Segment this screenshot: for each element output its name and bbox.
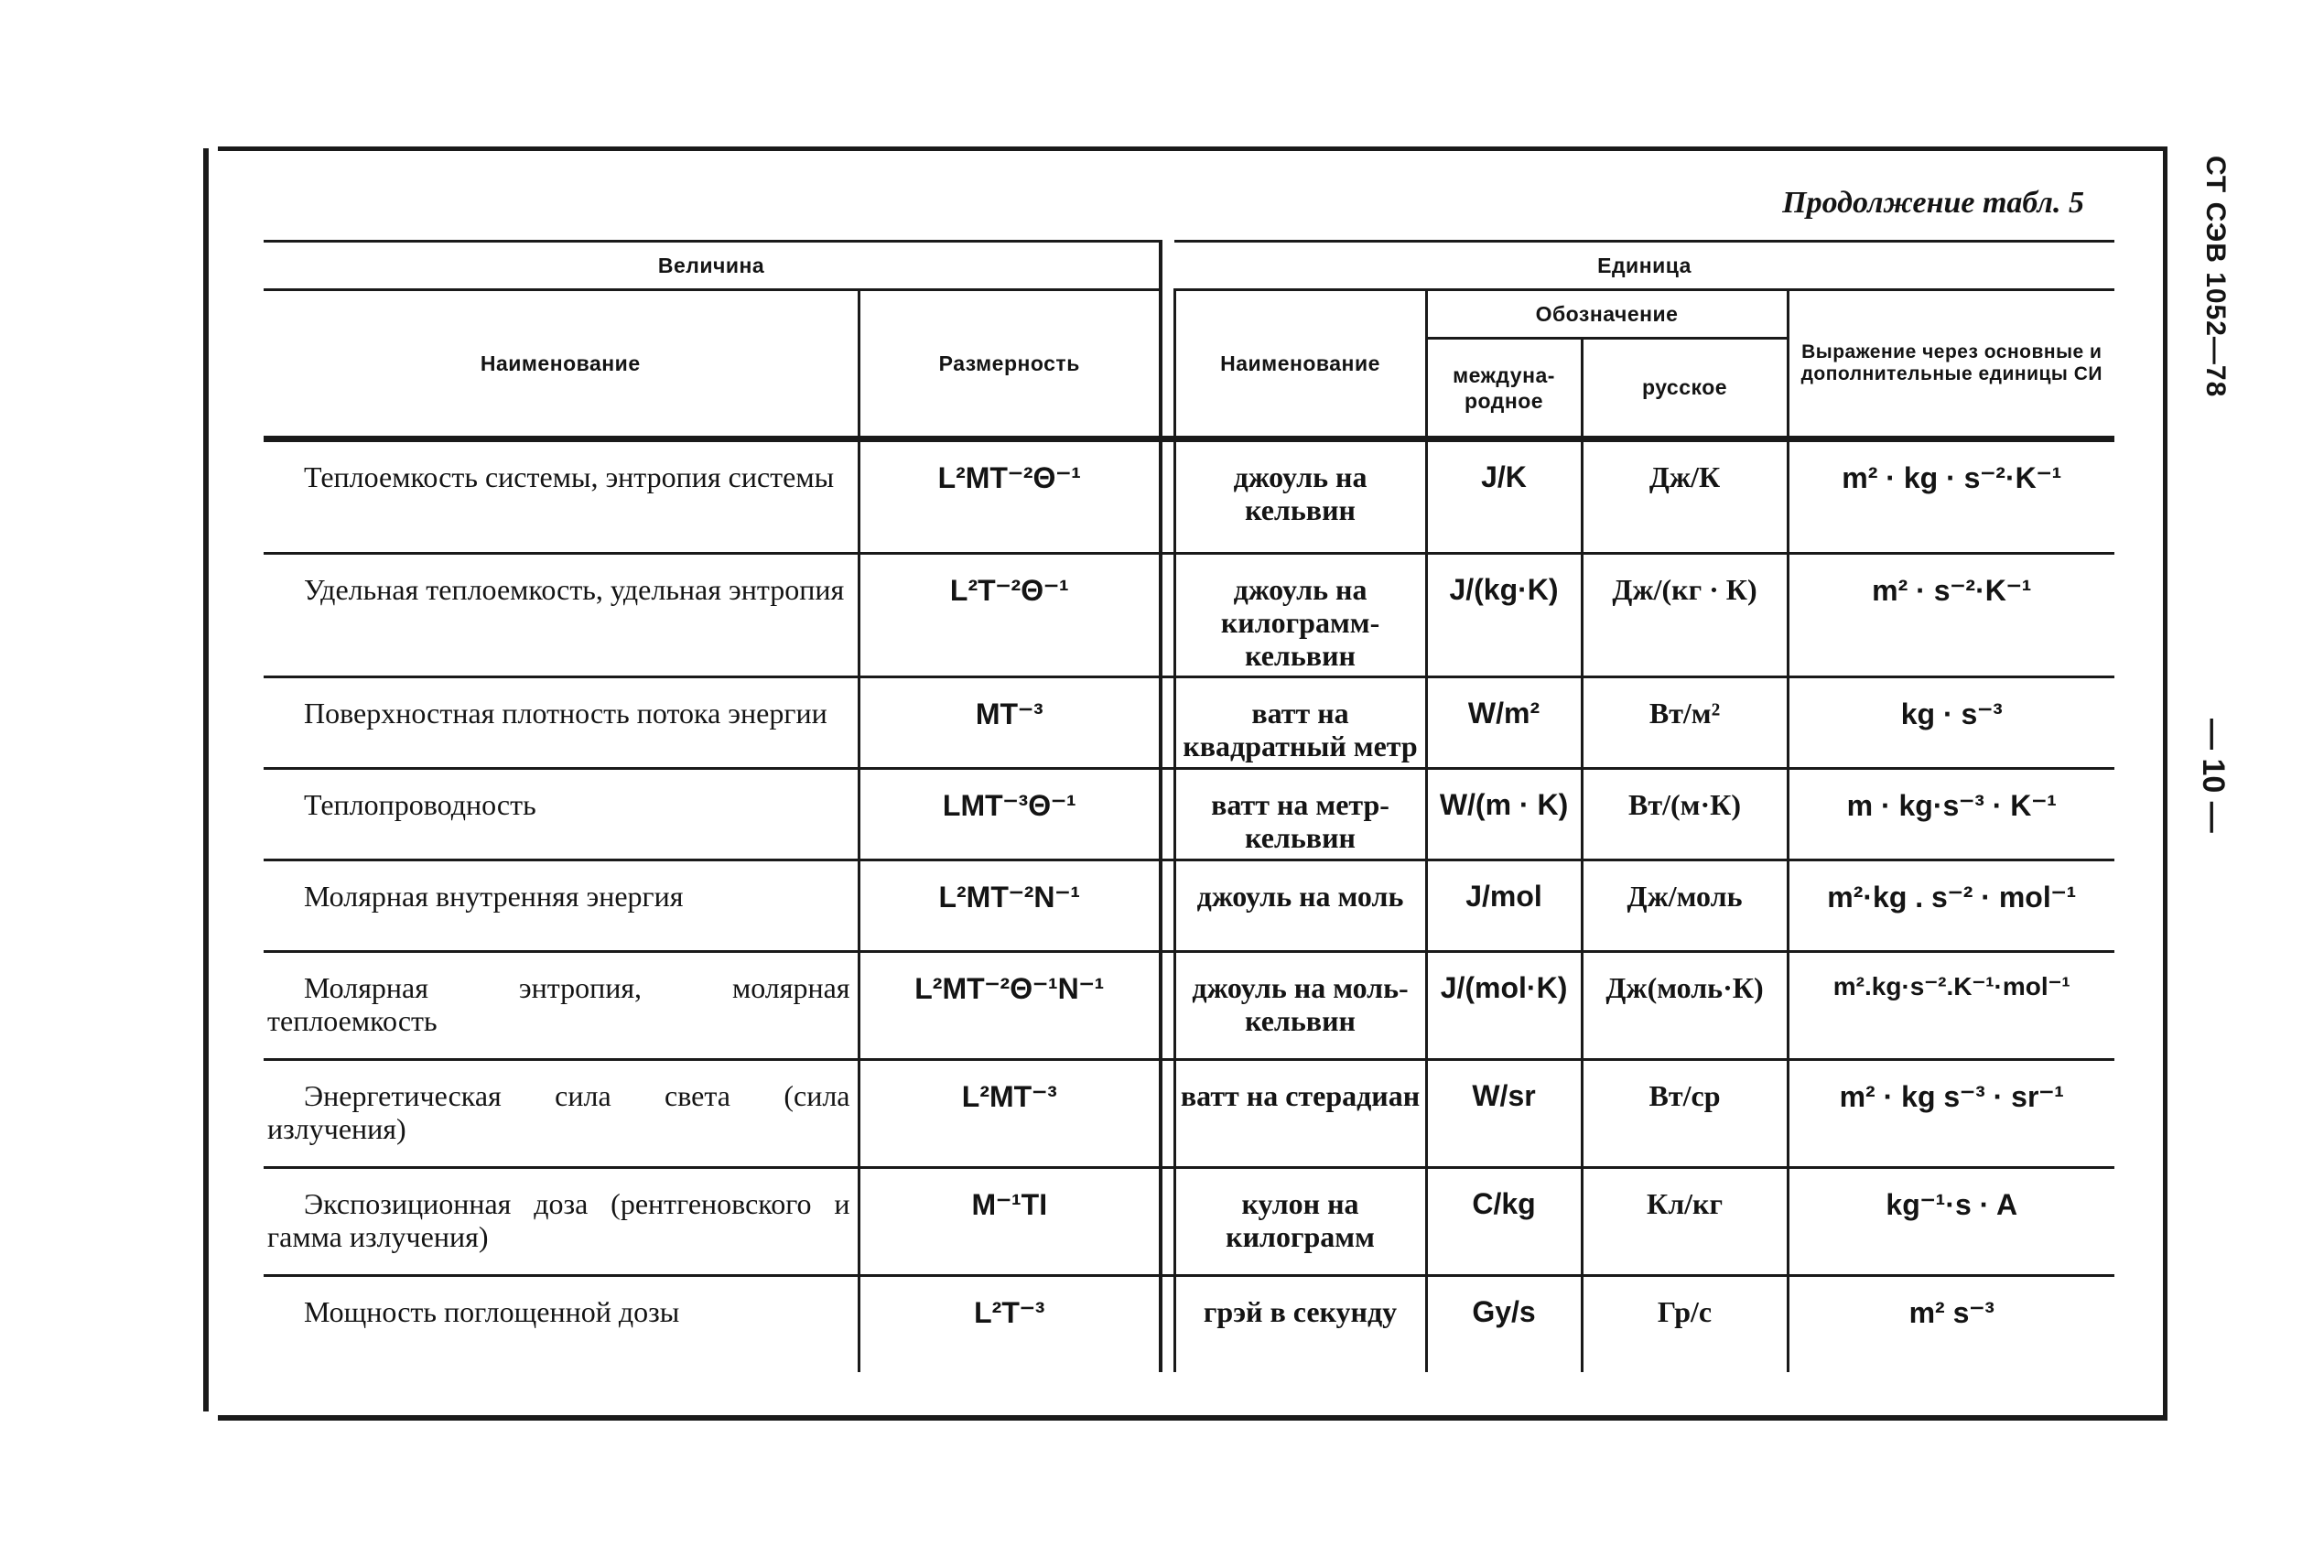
unit-name: джоуль на моль [1174,860,1426,952]
table-row [264,769,2114,860]
side-page-number: — 10 — [2196,719,2231,833]
unit-name: кулон на килограмм [1174,1168,1426,1276]
frame-top-rule [218,146,2167,151]
table-row [264,554,2114,677]
unit-name: ватт на стерадиан [1174,1060,1426,1168]
quantity-name: Молярная энтропия, молярная теплоемкость [264,952,859,1060]
quantity-name: Мощность поглощенной дозы [264,1276,859,1372]
si-expression: kg⁻¹·s · A [1788,1168,2114,1276]
quantity-dimension: L²MT⁻³ [859,1060,1161,1168]
quantity-dimension: L²MT⁻²Θ⁻¹ [859,439,1161,554]
si-expression: m² · s⁻²·K⁻¹ [1788,554,2114,677]
header-designation: Обозначение [1426,290,1788,339]
unit-name: ватт на квадратный метр [1174,677,1426,769]
table-row [264,677,2114,769]
frame-left-rule [203,148,209,1411]
unit-intl-symbol: C/kg [1426,1168,1582,1276]
quantity-name: Экспозиционная доза (рентгеновского и гамма излучения) [264,1168,859,1276]
unit-rus-symbol: Вт/(м·К) [1582,769,1788,860]
quantity-name: Теплоемкость системы, энтропия системы [304,460,835,493]
unit-intl-symbol: W/sr [1426,1060,1582,1168]
si-expression: kg · s⁻³ [1788,677,2114,769]
quantity-dimension: L²MT⁻²N⁻¹ [859,860,1161,952]
quantity-name: Удельная теплоемкость, удельная энтропия [264,554,859,677]
side-standard-code: СТ СЭВ 1052—78 [2200,156,2231,398]
unit-intl-symbol: J/K [1426,439,1582,554]
unit-rus-symbol: Кл/кг [1582,1168,1788,1276]
unit-rus-symbol: Дж/моль [1582,860,1788,952]
header-gap-2 [1161,290,1174,439]
units-table [264,240,2114,1372]
header-dimension: Размерность [859,290,1161,439]
unit-name: джоуль на моль-кельвин [1174,952,1426,1060]
quantity-name: Энергетическая сила света (сила излучения) [264,1060,859,1168]
quantity-dimension: M⁻¹TI [859,1168,1161,1276]
unit-rus-symbol: Вт/ср [1582,1060,1788,1168]
table-row [264,439,2114,554]
unit-name: грэй в секунду [1174,1276,1426,1372]
si-expression: m · kg·s⁻³ · K⁻¹ [1788,769,2114,860]
quantity-dimension: L²MT⁻²Θ⁻¹N⁻¹ [859,952,1161,1060]
unit-intl-symbol: W/(m · K) [1426,769,1582,860]
unit-rus-symbol: Дж(моль·К) [1582,952,1788,1060]
frame-bottom-rule [218,1415,2167,1421]
header-russian: русское [1582,339,1788,439]
unit-name: джоуль на кельвин [1174,439,1426,554]
quantity-dimension: L²T⁻³ [859,1276,1161,1372]
header-unit-group: Единица [1174,242,2114,290]
quantity-dimension: LMT⁻³Θ⁻¹ [859,769,1161,860]
si-expression: m²·kg . s⁻² · mol⁻¹ [1788,860,2114,952]
si-expression: m² · kg · s⁻²·K⁻¹ [1788,439,2114,554]
quantity-name: Молярная внутренняя энергия [264,860,859,952]
unit-rus-symbol: Дж/К [1582,439,1788,554]
unit-rus-symbol: Дж/(кг · К) [1582,554,1788,677]
unit-intl-symbol: J/(kg·K) [1426,554,1582,677]
quantity-dimension: L²T⁻²Θ⁻¹ [859,554,1161,677]
header-quantity-group: Величина [264,242,1161,290]
table-continuation-caption: Продолжение табл. 5 [1782,186,2084,220]
unit-rus-symbol: Вт/м² [1582,677,1788,769]
si-expression: m² s⁻³ [1788,1276,2114,1372]
quantity-dimension: MT⁻³ [859,677,1161,769]
table-row [264,952,2114,1060]
header-international: междуна-родное [1426,339,1582,439]
si-expression: m² · kg s⁻³ · sr⁻¹ [1788,1060,2114,1168]
unit-intl-symbol: W/m² [1426,677,1582,769]
table-row [264,1168,2114,1276]
table-row [264,1276,2114,1372]
header-unit-name: Наименование [1174,290,1426,439]
si-expression: m².kg·s⁻².K⁻¹·mol⁻¹ [1788,952,2114,1060]
frame-right-rule [2163,146,2167,1419]
unit-rus-symbol: Гр/с [1582,1276,1788,1372]
header-quantity-name: Наименование [264,290,859,439]
table-row [264,1060,2114,1168]
unit-name: джоуль на килограмм-кельвин [1174,554,1426,677]
unit-intl-symbol: J/mol [1426,860,1582,952]
table-row [264,860,2114,952]
unit-intl-symbol: J/(mol·K) [1426,952,1582,1060]
header-si-expression: Выражение через основные и дополнительные единицы СИ [1788,290,2114,439]
quantity-name: Теплопроводность [264,769,859,860]
unit-name: ватт на метр-кельвин [1174,769,1426,860]
unit-intl-symbol: Gy/s [1426,1276,1582,1372]
quantity-name: Поверхностная плотность потока энергии [264,677,859,769]
header-gap [1161,242,1174,290]
